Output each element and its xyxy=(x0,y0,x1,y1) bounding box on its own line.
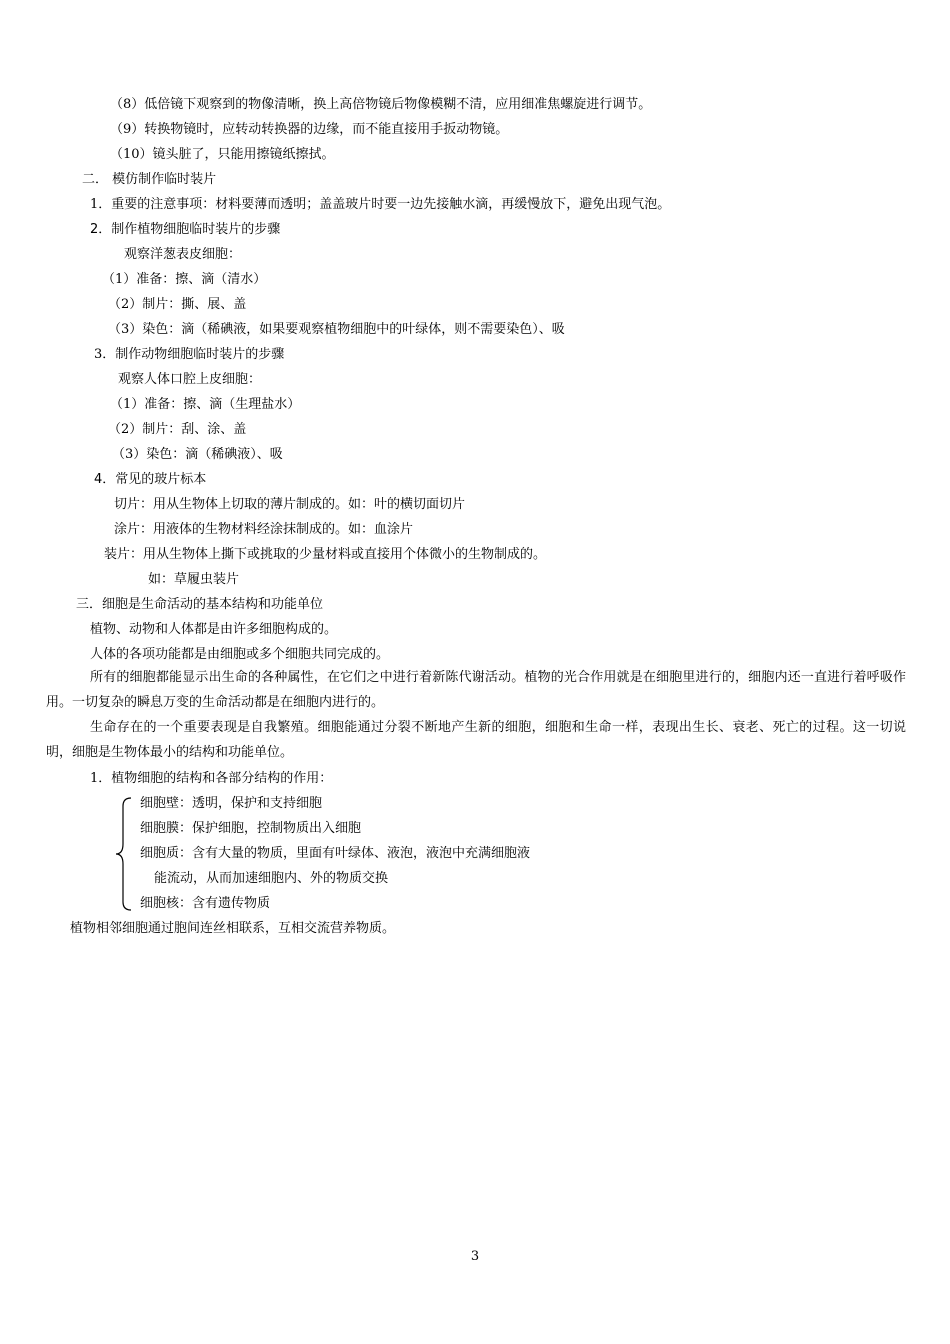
section2-item3-heading xyxy=(94,346,284,364)
section3-item1-heading: 1．植物细胞的结构和各部分结构的作用： xyxy=(90,771,333,786)
cheek-step3: （3）染色：滴（稀碘液）、吸 xyxy=(112,447,283,462)
section3-para2: 人体的各项功能都是由细胞或多个细胞共同完成的。 xyxy=(90,647,390,662)
structure-cell-membrane: 细胞膜：保护细胞，控制物质出入细胞 xyxy=(140,821,362,836)
onion-step3: （3）染色：滴（稀碘液，如果要观察植物细胞中的叶绿体，则不需要染色）、吸 xyxy=(108,322,565,337)
section3-closing: 植物相邻细胞通过胞间连丝相联系，互相交流营养物质。 xyxy=(70,921,396,936)
left-brace-icon xyxy=(114,796,134,912)
structure-cytoplasm-cont: 能流动，从而加速细胞内、外的物质交换 xyxy=(154,871,389,886)
section3-para1: 植物、动物和人体都是由许多细胞构成的。 xyxy=(90,622,338,637)
section2-heading: 二． 模仿制作临时装片 xyxy=(82,172,217,187)
structure-cytoplasm: 细胞质：含有大量的物质，里面有叶绿体、液泡，液泡中充满细胞液 xyxy=(140,846,531,861)
note-10: （10）镜头脏了，只能用擦镜纸擦拭。 xyxy=(110,147,335,162)
note-9: （9）转换物镜时，应转动转换器的边缘，而不能直接用手扳动物镜。 xyxy=(110,122,509,137)
slide-section: 切片：用从生物体上切取的薄片制成的。如：叶的横切面切片 xyxy=(114,497,466,512)
cheek-step2: （2）制片：刮、涂、盖 xyxy=(108,422,247,437)
item3-bold: 动物细胞 xyxy=(141,347,194,362)
item3-suffix: 临时装片的步骤 xyxy=(193,347,285,362)
cheek-step1: （1）准备：擦、滴（生理盐水） xyxy=(110,397,301,412)
structure-nucleus: 细胞核：含有遗传物质 xyxy=(140,896,271,911)
onion-observe: 观察洋葱表皮细胞： xyxy=(124,247,242,262)
onion-step1: （1）准备：擦、滴（清水） xyxy=(102,272,267,287)
section3-heading: 三．细胞是生命活动的基本结构和功能单位 xyxy=(76,597,324,612)
note-8: （8）低倍镜下观察到的物像清晰，换上高倍物镜后物像模糊不清，应用细准焦螺旋进行调节。 xyxy=(110,97,652,112)
item3-prefix: 3．制作 xyxy=(94,347,142,362)
slide-mount: 装片：用从生物体上撕下或挑取的少量材料或直接用个体微小的生物制成的。 xyxy=(104,547,547,562)
page-number: 3 xyxy=(470,1249,480,1264)
slide-smear: 涂片：用液体的生物材料经涂抹制成的。如：血涂片 xyxy=(114,522,414,537)
section2-item2-heading: 2．制作植物细胞临时装片的步骤 xyxy=(90,222,281,237)
section2-item4-heading: 4．常见的玻片标本 xyxy=(94,472,207,487)
section3-para3: 所有的细胞都能显示出生命的各种属性，在它们之中进行着新陈代谢活动。植物的光合作用就是在细胞里进行的，细胞内还一直进行着呼吸作用。一切复杂的瞬息万变的生命活动都是在细胞内进行的。 xyxy=(46,670,906,710)
section2-item1: 1．重要的注意事项：材料要薄而透明；盖盖玻片时要一边先接触水滴，再缓慢放下，避免出现气泡。 xyxy=(90,197,671,212)
slide-mount-example: 如：草履虫装片 xyxy=(148,572,240,587)
onion-step2: （2）制片：撕、展、盖 xyxy=(108,297,247,312)
structure-cell-wall: 细胞壁：透明，保护和支持细胞 xyxy=(140,796,323,811)
section3-para4: 生命存在的一个重要表现是自我繁殖。细胞能通过分裂不断地产生新的细胞，细胞和生命一样，表现出生长、衰老、死亡的过程。这一切说明，细胞是生物体最小的结构和功能单位。 xyxy=(46,720,906,760)
cheek-observe: 观察人体口腔上皮细胞： xyxy=(118,372,262,387)
